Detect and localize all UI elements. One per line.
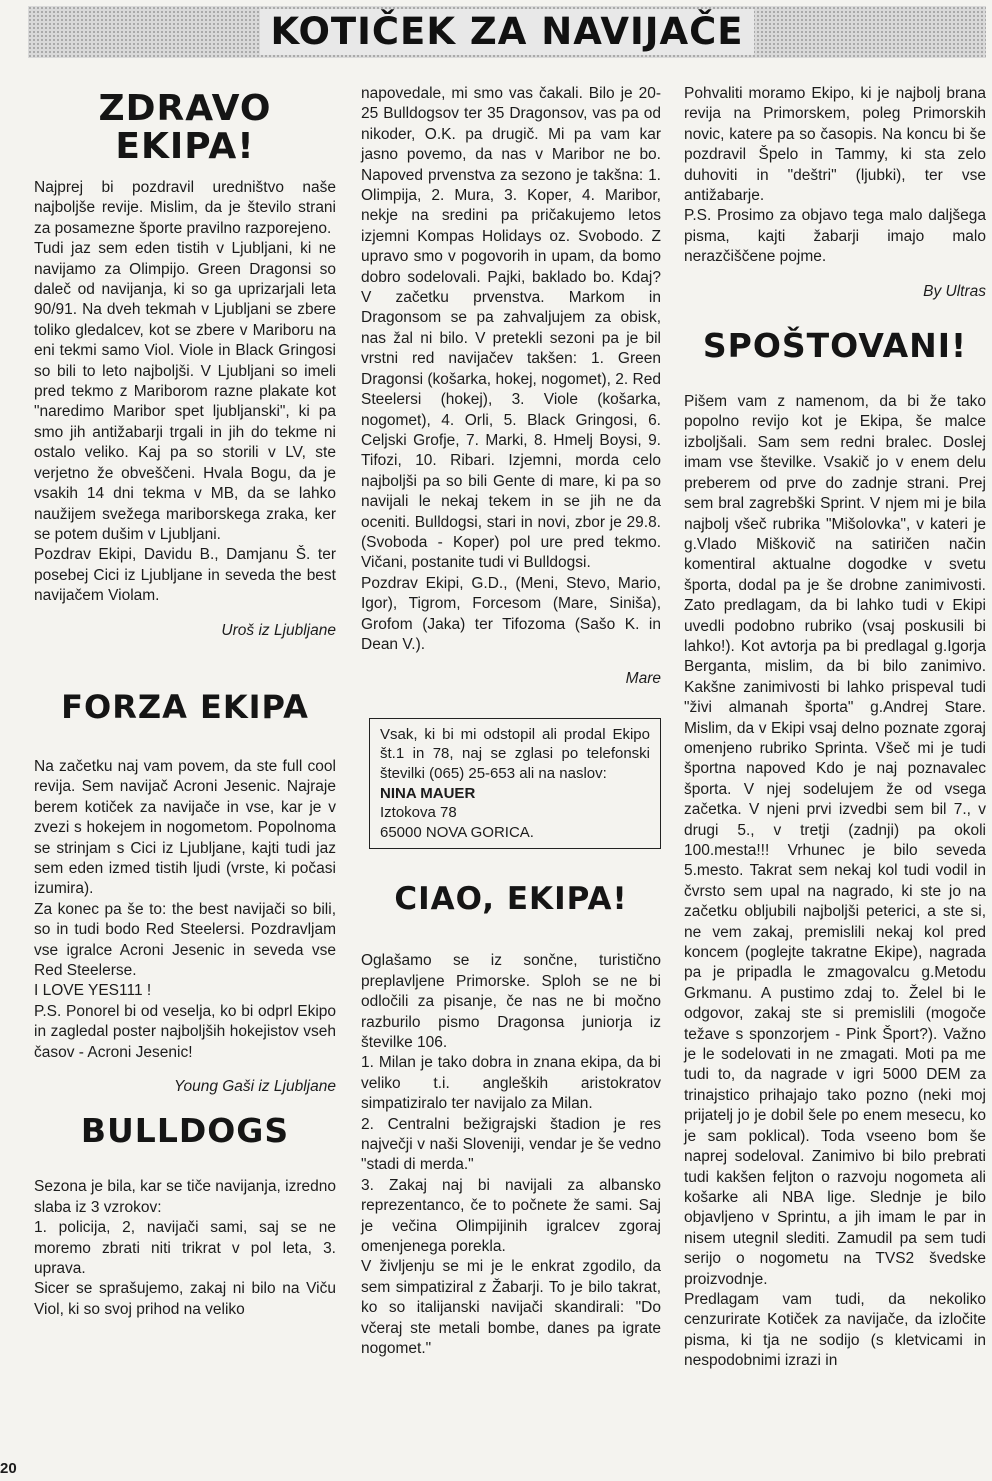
letter-paragraph: Za konec pa še to: the best navijači so bili, so in tudi bodo Red Steelersi. Pozdravljam vse igralce Acroni Jesenic in seveda vse Red Steelerse.: [34, 900, 336, 979]
letter-paragraph: 1. Milan je tako dobra in znana ekipa, da bi veliko t.i. angleških aristokratov simpatiziralo ter navijalo za Milan.: [361, 1054, 661, 1113]
letter-signature: Mare: [625, 670, 661, 688]
letter-paragraph: Oglašamo se iz sončne, turistično preplavljene Primorske. Sploh se ne bi odločili za pisanje, če nas ne bi močno razburilo pismo Dragonsa juniorja iz številke 106.: [361, 952, 661, 1051]
letter-paragraph: Pohvaliti moramo Ekipo, ki je najbolj brana revija na Primorskem, poleg Primorskih novic, katere pa so časopis. Na koncu bi še pozdravil Špelo in Tammy, ki sta zelo duhoviti in "deštri" (ljubki), ter vse antižabarje.: [684, 85, 986, 205]
section-header: [28, 6, 986, 58]
letter-paragraph: Sezona je bila, kar se tiče navijanja, izredno slaba iz 3 vzrokov:: [34, 1178, 336, 1216]
letter-paragraph: 2. Centralni bežigrajski štadion je res največji v naši Sloveniji, vendar je še vedno "stadi di merda.": [361, 1115, 661, 1174]
ad-city: 65000 NOVA GORICA.: [380, 823, 534, 841]
letter-paragraph: P.S. Ponorel bi od veselja, ko bi odprl Ekipo in zagledal poster najboljših hokejistov vseh časov - Acroni Jesenic!: [34, 1002, 336, 1061]
letter-paragraph: V življenju se mi je le enkrat zgodilo, da sem simpatiziral z Žabarji. To je bilo takrat, ko so italijanski navijači skandirali: "Do včeraj ste metali bombe, danes pa igrate nogomet.": [361, 1258, 661, 1358]
page-number: 20: [0, 1460, 17, 1477]
headline-spostovani: SPOŠTOVANI!: [702, 326, 968, 366]
letter-paragraph: Predlagam vam tudi, da nekoliko cenzurirate Kotiček za navijače, da izločite pisma, ki tja ne sodijo (s kletvicami in nespodobnimi izrazi in: [684, 1290, 986, 1370]
letter-paragraph: I LOVE YES111 !: [34, 982, 152, 1000]
letter-paragraph: Pišem vam z namenom, da bi že tako popolno revijo kot je Ekipa, še malce izboljšali. Sam sem redni bralec. Doslej imam vse številke. Vsakič jo v enem delu preberem od prve do zadnje strani. Prej sem bral zagrebški Sprint. V njem mi je bila najbolj všeč rubrika "Mišolovka", v kateri je g.Vlado Miškovič na satiričen način komentiral aktualne dogodke v svetu športa, dodal pa je še drobne zanimivosti. Zato predlagam, da bi lahko tudi v Ekipi uvedli podobno rubriko (vsaj poskusili bi lahko!). Kot avtorja pa bi predlagal g.Igorja Berganta, mislim, da bi bilo zanimivo. Kakšne zanimivosti bi lahko prispeval tudi "živi almanah športa" g.Andrej Stare. Mislim, da v Ekipi vsaj delno poznate zgoraj omenjeno rubriko Sprinta. Všeč mi je tudi športna napoved Kdo je naj poznavalec športa. V njej sodelujem že od vsega začetka. V njeni prvi izvedbi sem bil 7., v drugi 5., v tretji (zadnji) pa okoli 100.mesta!!! Vrhunec je bilo seveda 5.mesto. Takrat sem nekaj kol tudi vodil in čvrsto sem upal na nagrado, ki ste jo na začetku obljubili najboljši peterici, a ste si, ne vem zakaj, premislili nekaj kol pred koncem (poglejte takratne Ekipe), nagrada pa je pripadla le zmagovalcu g.Metodu Grkmanu. A pustimo zdaj to. Želel bi le odgovor, zakaj ste si premislili (mogoče težave s sponzorjem - Pink Šport?). Važno je le sodelovati in ne zmagati. Moti pa me tudi to, da nagrade v igri 5000 DEM za trinajstico prihajajo tako pozno (neki moj prijatelj jo je dobil šele po enem mesecu, ko je sam poklical). Toda vseeno bom še naprej sodeloval. Zanimivo bi bilo prebrati tudi kakšen feljton o razvoju nogometa ali košarke ali NBA lige. Slednje je bilo objavljeno v Sprintu, a jih imam le par in nisem utegnil slediti. Zamudil pa sem tudi serijo o nogometu na TVS2 švedske proizvodnje.: [684, 393, 986, 1288]
column-1: [34, 84, 336, 1320]
letter-paragraph: Sicer se sprašujemo, zakaj ni bilo na Viču Viol, ki so svoj prihod na veliko: [34, 1280, 336, 1318]
letter-paragraph: Pozdrav Ekipi, Davidu B., Damjanu Š. ter posebej Cici iz Ljubljane in seveda the best navijačem Violam.: [34, 546, 336, 605]
letter-paragraph: Na začetku naj vam povem, da ste full cool revija. Sem navijač Acroni Jesenic. Najraje berem kotiček za navijače in vse, kar je v zvezi s hokejem in nogometom. Popolnoma se strinjam s Cici iz Ljubljane, kajti tudi jaz sem eden izmed tistih ljudi (vrste, ki počasi izumira).: [34, 757, 336, 898]
letter-paragraph: P.S. Prosimo za objavo tega malo daljšega pisma, kajti žabarji imajo malo nerazčiščene pojme.: [684, 207, 986, 266]
ad-street: Iztokova 78: [380, 804, 457, 822]
letter-paragraph: 3. Zakaj naj bi navijali za albansko reprezentanco, če to počnete že sami. Saj je večina Olimpijinih igralcev zgoraj omenjenega porekla.: [361, 1176, 661, 1256]
headline-forza-ekipa: FORZA EKIPA: [61, 687, 309, 726]
letter-paragraph: Najprej bi pozdravil uredništvo naše najboljše revije. Mislim, da je število strani za posamezne športe pravilno razporejeno.: [34, 179, 336, 237]
letter-paragraph: 1. policija, 2, navijači sami, saj se ne moremo zbrati niti trikrat v pol leta, 3. uprava.: [34, 1219, 336, 1278]
letter-paragraph: Pozdrav Ekipi, G.D., (Meni, Stevo, Mario, Igor), Tigrom, Forcesom (Mare, Siniša), Grofom (Jaka) ter Tifozoma (Sašo K. in Dean V.).: [361, 574, 661, 653]
section-title: KOTIČEK ZA NAVIJAČE: [260, 9, 753, 55]
classified-ad-box: [369, 718, 661, 850]
ad-name: NINA MAUER: [380, 784, 476, 802]
column-2: [361, 84, 661, 1359]
headline-zdravo-ekipa: ZDRAVO EKIPA!: [98, 88, 272, 167]
headline-ciao-ekipa: CIAO, EKIPA!: [394, 881, 628, 918]
headline-bulldogs: BULLDOGS: [80, 1111, 290, 1151]
letter-paragraph: napovedale, mi smo vas čakali. Bilo je 20-25 Bulldogsov ter 35 Dragonsov, vas pa od nikoder, O.K. pa drugič. Mi pa vam kar jasno povemo, da nas v Maribor ne bo. Napoved prvenstva za sezono je takšna: 1. Olimpija, 2. Mura, 3. Koper, 4. Maribor, nekje na sredini pa pričakujemo letos izjemni Kompas Holidays oz. Svobodo. Z upravo smo v pogovorih in upam, da bomo dobro sodelovali. Pajki, baklado bo. Kdaj? V začetku prvenstva. Markom in Dragonsom se pa zahvaljujem za obisk, nas žal ni bilo. V pretekli sezoni pa je bil vrstni red navijačev takšen: 1. Green Dragonsi (košarka, hokej, nogomet), 2. Red Steelersi (hokej), 3. Viole (košarka, nogomet), 4. Orli, 5. Black Gringosi, 6. Celjski Grofje, 7. Marki, 8. Hmelj Boysi, 9. Tifozi, 10. Ribari. Izjemni, morda celo najboljši pa so bili Gente di mare, ki pa so navijali le nekaj tekem in se jih ne da oceniti. Bulldogsi, stari in novi, zbor je 29.8. (Svoboda - Koper) pol ure pred tekmo. Vičani, postanite tudi vi Bulldogsi.: [361, 85, 661, 572]
letter-signature: Young Gaši iz Ljubljane: [173, 1078, 336, 1096]
letter-paragraph: Tudi jaz sem eden tistih v Ljubljani, ki ne navijamo za Olimpijo. Green Dragonsi so daleč od navijanja, ki so ga uprizarjali leta 90/91. Na dveh tekmah v Ljubljani se zbere toliko gledalcev, kot se zbere v Mariboru na eni tekmi samo Viol. Viole in Black Gringosi so bili to leto najboljši. V Ljubljani so imeli pred tekmo z Mariborom razne plakate kot "naredimo Maribor spet ljubljanski", ki pa smo jih antižabarji trgali in jih do tekme ni ostalo veliko. Kaj pa so storili v LV, ste verjetno že obveščeni. Hvala Bogu, da je vsakih 14 dni tekma v MB, da se lahko naužijem svežega mariborskega zraka, ker se potem dušim v Ljubljani.: [34, 240, 336, 543]
letter-signature: By Ultras: [923, 282, 986, 300]
letter-signature: Uroš iz Ljubljane: [221, 621, 336, 639]
ad-text: Vsak, ki bi mi odstopil ali prodal Ekipo št.1 in 78, naj se zglasi po telefonski številki (065) 25-653 ali na naslov:: [380, 725, 650, 782]
column-3: [684, 84, 986, 1372]
